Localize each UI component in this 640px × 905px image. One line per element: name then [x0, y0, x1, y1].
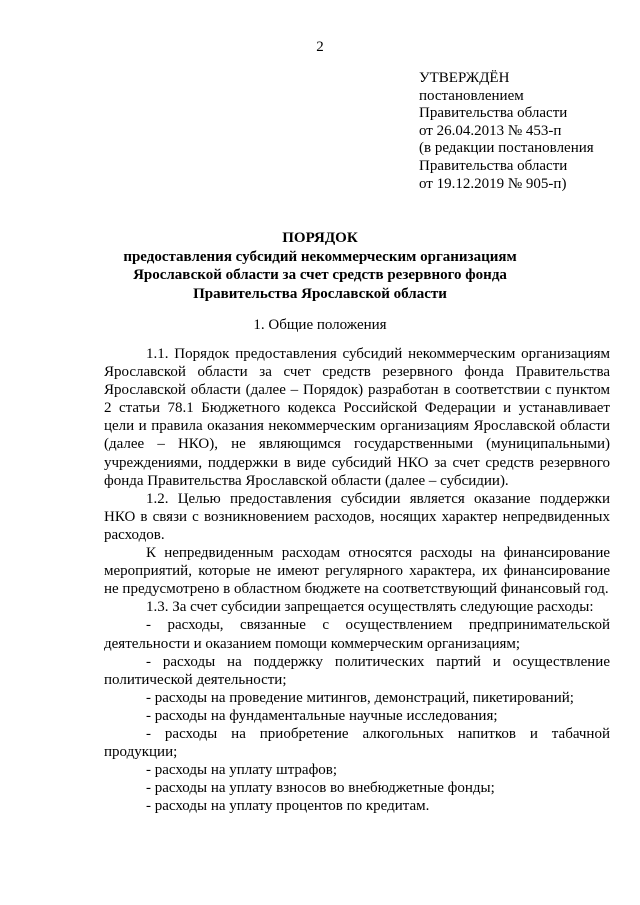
- list-item: - расходы, связанные с осуществлением предпринимательской деятельности и оказанием помощи коммерческим организациям;: [104, 617, 610, 652]
- approval-line: Правительства области: [419, 105, 568, 122]
- title-line: ПОРЯДОК: [282, 230, 358, 246]
- paragraph: 1.2. Целью предоставления субсидии является оказание поддержки НКО в связи с возникновением расходов, носящих характер непредвиденных расходов.: [104, 490, 610, 543]
- approval-line: от 26.04.2013 № 453-п: [419, 122, 562, 139]
- document-title: [60, 229, 580, 303]
- list-item: - расходы на уплату взносов во внебюджетные фонды;: [146, 780, 495, 797]
- paragraph: 1.3. За счет субсидии запрещается осуществлять следующие расходы:: [146, 599, 594, 616]
- approval-line: постановлением: [419, 87, 524, 104]
- list-item: - расходы на уплату штрафов;: [146, 762, 338, 779]
- document-body: [104, 345, 610, 815]
- list-item: - расходы на проведение митингов, демонстраций, пикетирований;: [146, 689, 574, 706]
- section-heading: 1. Общие положения: [253, 317, 387, 333]
- title-line: предоставления субсидий некоммерческим организациям: [123, 248, 517, 265]
- approval-stamp: [419, 70, 619, 193]
- list-item: - расходы на поддержку политических партий и осуществление политической деятельности;: [104, 653, 610, 688]
- list-item: - расходы на уплату процентов по кредитам.: [146, 798, 430, 815]
- approval-line: УТВЕРЖДЁН: [419, 70, 510, 86]
- list-item: - расходы на фундаментальные научные исследования;: [146, 707, 498, 724]
- approval-line: от 19.12.2019 № 905-п): [419, 175, 567, 192]
- title-line: Правительства Ярославской области: [193, 285, 447, 302]
- title-line: Ярославской области за счет средств резервного фонда: [133, 267, 507, 283]
- approval-line: Правительства области: [419, 157, 568, 174]
- list-item: - расходы на приобретение алкогольных напитков и табачной продукции;: [104, 725, 610, 761]
- page-number: 2: [316, 39, 324, 55]
- paragraph: 1.1. Порядок предоставления субсидий некоммерческим организациям Ярославской области за счет средств резервного фонда Правительства Ярославской области (далее – Порядок) разработан в соответствии с пунктом 2 статьи 78.1 Бюджетного кодекса Российской Федерации и устанавливает цели и правила оказания некоммерческим организациям Ярославской области (далее – НКО), не являющимся государственными (муниципальными) учреждениями, поддержки в виде субсидий НКО за счет средств резервного фонда Правительства Ярославской области (далее – субсидии).: [104, 346, 610, 489]
- approval-line: (в редакции постановления: [419, 140, 594, 157]
- paragraph: К непредвиденным расходам относятся расходы на финансирование мероприятий, которые не имеют регулярного характера, их финансирование не предусмотрено в областном бюджете на соответствующий финансовый год.: [104, 545, 610, 598]
